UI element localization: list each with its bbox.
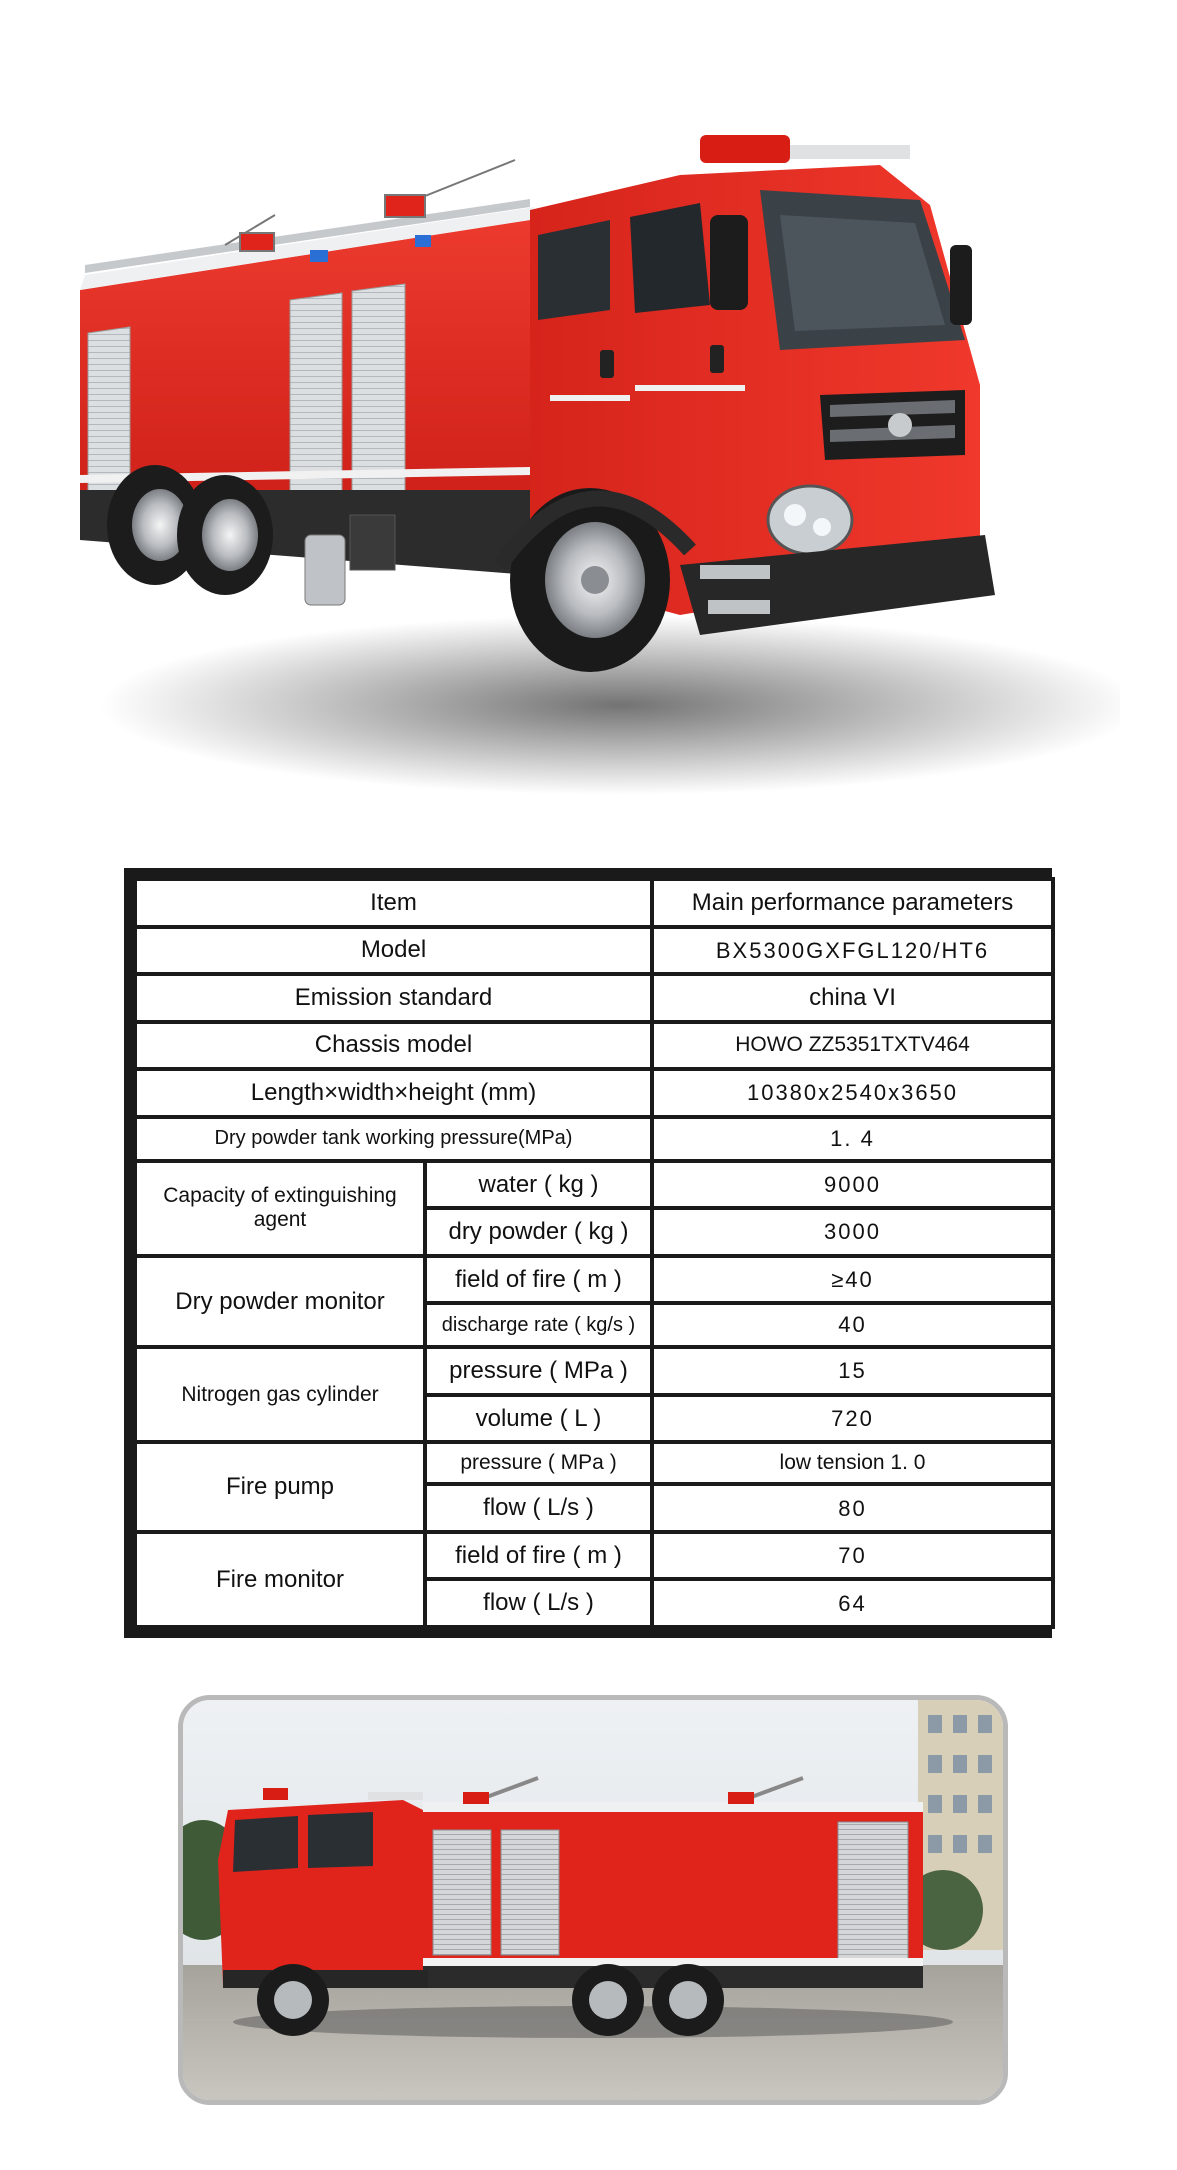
table-row [135,1256,1053,1304]
pump-flow-value: 80 [652,1484,1053,1532]
monitor-rate-label: discharge rate ( kg/s ) [425,1303,652,1347]
table-row [135,1532,1053,1580]
pump-pressure-value: low tension 1. 0 [652,1442,1053,1484]
monitor-group-label: Dry powder monitor [135,1256,425,1348]
pump-group-label: Fire pump [135,1442,425,1532]
side-shutter-left [290,293,342,500]
rear-wheel-2 [177,475,273,595]
table-row [135,1347,1053,1395]
monitor-rate-value: 40 [652,1303,1053,1347]
table-row [135,974,1053,1022]
fire-monitor-flow-label: flow ( L/s ) [425,1579,652,1627]
chassis-value: HOWO ZZ5351TXTV464 [652,1022,1053,1070]
table-row [135,1022,1053,1070]
header-value: Main performance parameters [652,879,1053,927]
table-row [135,1161,1053,1209]
table-row [135,1442,1053,1484]
spec-table-frame [124,868,1052,1638]
photo-wheel-rear-2 [652,1964,724,2036]
capacity-powder-value: 3000 [652,1208,1053,1256]
fire-truck-hero-image [60,95,1120,815]
photo-wheel-front [257,1964,329,2036]
cab-rear-window [538,220,610,320]
spec-table [133,877,1055,1629]
table-row [135,1069,1053,1117]
dimensions-value: 10380x2540x3650 [652,1069,1053,1117]
cab-front-window [630,203,710,313]
capacity-water-value: 9000 [652,1161,1053,1209]
nitrogen-group-label: Nitrogen gas cylinder [135,1347,425,1442]
monitor-field-label: field of fire ( m ) [425,1256,652,1304]
dimensions-label: Length×width×height (mm) [135,1069,652,1117]
model-label: Model [135,927,652,975]
emission-value: china VI [652,974,1053,1022]
nitrogen-pressure-label: pressure ( MPa ) [425,1347,652,1395]
fire-truck-side-photo [183,1700,1003,2100]
pump-flow-label: flow ( L/s ) [425,1484,652,1532]
emission-label: Emission standard [135,974,652,1022]
monitor-field-value: ≥40 [652,1256,1053,1304]
headlight [768,486,852,554]
capacity-group-label: Capacity of extinguishing agent [135,1161,425,1256]
nitrogen-volume-label: volume ( L ) [425,1395,652,1443]
fire-monitor-field-label: field of fire ( m ) [425,1532,652,1580]
side-view-photo-frame [178,1695,1008,2105]
capacity-water-label: water ( kg ) [425,1161,652,1209]
tank-pressure-label: Dry powder tank working pressure(MPa) [135,1117,652,1161]
fire-monitor-field-value: 70 [652,1532,1053,1580]
nitrogen-pressure-value: 15 [652,1347,1053,1395]
table-header-row [135,879,1053,927]
capacity-powder-label: dry powder ( kg ) [425,1208,652,1256]
fire-monitor-group-label: Fire monitor [135,1532,425,1627]
header-item: Item [135,879,652,927]
nitrogen-volume-value: 720 [652,1395,1053,1443]
model-value: BX5300GXFGL120/HT6 [652,927,1053,975]
pump-pressure-label: pressure ( MPa ) [425,1442,652,1484]
tank-pressure-value: 1. 4 [652,1117,1053,1161]
table-row [135,1117,1053,1161]
chassis-label: Chassis model [135,1022,652,1070]
table-row [135,927,1053,975]
photo-wheel-rear-1 [572,1964,644,2036]
fire-monitor-flow-value: 64 [652,1579,1053,1627]
